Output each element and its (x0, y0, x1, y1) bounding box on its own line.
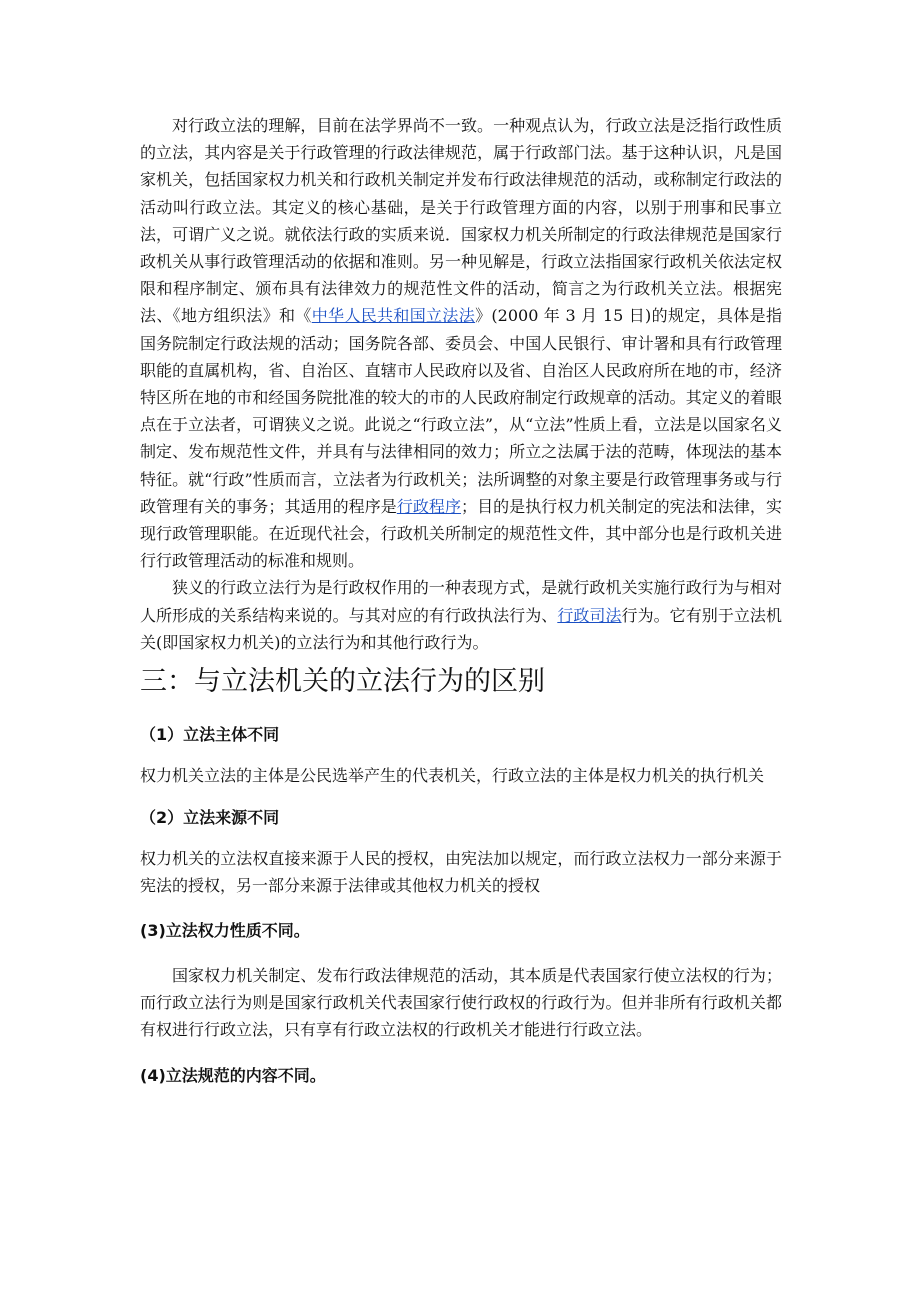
link-legislation-law[interactable]: 中华人民共和国立法法 (311, 306, 476, 326)
section-title: 三：与立法机关的立法行为的区别 (140, 666, 545, 698)
paragraph-intro (140, 112, 782, 574)
paragraph-narrow-definition (140, 574, 782, 656)
paragraph-text: 》(2000 年 3 月 15 日)的规定，具体是指国务院制定行政法规的活动；国务院各部、委员会、中国人民银行、审计署和具有行政管理职能的直属机构，省、自治区、直辖市人民政府以及省、自治区人民政府所在地的市，经济特区所在地的市和经国务院批准的较大的市的人民政府制定行政规章的活动。其定义的着眼点在于立法者，可谓狭义之说。此说之“行政立法”，从“立法”性质上看，立法是以国家名义制定、发布规范性文件，并具有与法律相同的效力；所立之法属于法的范畴，体现法的基本特征。就“行政”性质而言，立法者为行政机关；法所调整的对象主要是行政管理事务或与行政管理有关的事务；其适用的程序是 (140, 306, 782, 516)
item-body-2: 权力机关的立法权直接来源于人民的授权，由宪法加以规定，而行政立法权力一部分来源于宪法的授权，另一部分来源于法律或其他权力机关的授权 (140, 849, 782, 896)
item-heading-1: （1）立法主体不同 (140, 725, 280, 745)
paragraph-text: 对行政立法的理解，目前在法学界尚不一致。一种观点认为，行政立法是泛指行政性质的立法，其内容是关于行政管理的行政法律规范，属于行政部门法。基于这种认识，凡是国家机关，包括国家权力机关和行政机关制定并发布行政法律规范的活动，或称制定行政法的活动叫行政立法。其定义的核心基础，是关于行政管理方面的内容，以别于刑事和民事立法，可谓广义之说。就依法行政的实质来说．国家权力机关所制定的行政法律规范是国家行政机关从事行政管理活动的依据和准则。另一种见解是，行政立法指国家行政机关依法定权限和程序制定、颁布具有法律效力的规范性文件的活动，简言之为行政机关立法。根据宪法、《地方组织法》和《 (140, 116, 782, 326)
link-administrative-procedure[interactable]: 行政程序 (396, 496, 462, 516)
item-heading-4: (4)立法规范的内容不同。 (140, 1066, 326, 1086)
document-page (140, 112, 782, 1087)
item-body-1: 权力机关立法的主体是公民选举产生的代表机关，行政立法的主体是权力机关的执行机关 (140, 766, 765, 786)
item-heading-2: （2）立法来源不同 (140, 808, 280, 828)
paragraph-text: 狭义的行政立法行为是行政权作用的一种表现方式，是就行政机关实施行政行为与相对人所形成的关系结构来说的。与其对应的有行政执法行为、 (140, 578, 782, 625)
paragraph-text: ；目的是执行权力机关制定的宪法和法律，实现行政管理职能。在近现代社会，行政机关所制定的规范性文件，其中部分也是行政机关进行行政管理活动的标准和规则。 (140, 496, 782, 571)
item-body-3: 国家权力机关制定、发布行政法律规范的活动，其本质是代表国家行使立法权的行为；而行政立法行为则是国家行政机关代表国家行使行政权的行政行为。但并非所有行政机关都有权进行行政立法，只有享有行政立法权的行政机关才能进行行政立法。 (140, 965, 782, 1040)
item-heading-3: (3)立法权力性质不同。 (140, 920, 310, 940)
link-administrative-judiciary[interactable]: 行政司法 (557, 605, 622, 625)
paragraph-text: 行为。它有别于立法机关(即国家权力机关)的立法行为和其他行政行为。 (140, 605, 782, 652)
